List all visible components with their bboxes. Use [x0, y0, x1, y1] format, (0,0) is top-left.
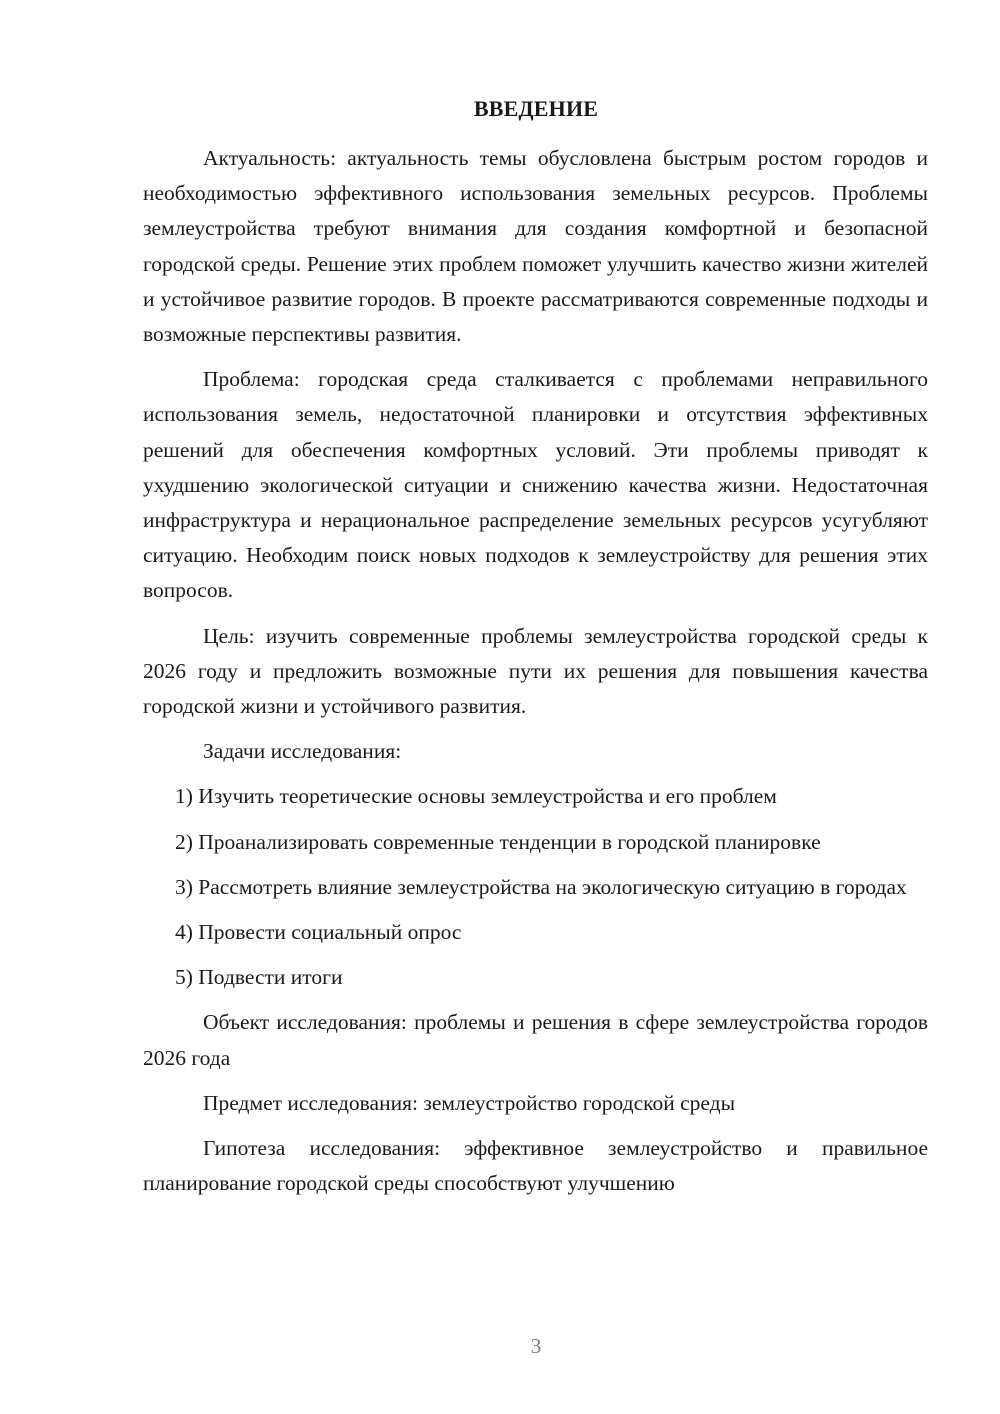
paragraph-hypothesis: Гипотеза исследования: эффективное землеустройство и правильное планирование городской среды способствуют улучшению [143, 1136, 928, 1196]
paragraph-subject: Предмет исследования: землеустройство городской среды [203, 1090, 736, 1115]
page-number: 3 [530, 1334, 542, 1358]
paragraph-problem: Проблема: городская среда сталкивается с проблемами неправильного использования земель, недостаточной планировки и отсутствия эффективных решений для обеспечения комфортных условий. Эти проблемы приводят к ухудшению экологической ситуации и снижению качества жизни. Недостаточная инфраструктура и нерациональное распределение земельных ресурсов усугубляют ситуацию. Необходим поиск новых подходов к землеустройству для решения этих вопросов. [143, 367, 928, 603]
paragraph-tasks-intro: Задачи исследования: [203, 739, 402, 764]
task-item-1: 1) Изучить теоретические основы землеустройства и его проблем [175, 784, 777, 809]
paragraph-object: Объект исследования: проблемы и решения в сфере землеустройства городов 2026 года [143, 1010, 928, 1070]
task-item-4: 4) Провести социальный опрос [175, 920, 462, 945]
paragraph-relevance: Актуальность: актуальность темы обусловлена быстрым ростом городов и необходимостью эффективного использования земельных ресурсов. Проблемы землеустройства требуют внимания для создания комфортной и безопасной городской среды. Решение этих проблем поможет улучшить качество жизни жителей и устойчивое развитие городов. В проекте рассматриваются современные подходы и возможные перспективы развития. [143, 146, 928, 347]
task-item-2: 2) Проанализировать современные тенденции в городской планировке [175, 829, 821, 854]
body-text [143, 141, 928, 1211]
task-item-3: 3) Рассмотреть влияние землеустройства на экологическую ситуацию в городах [175, 874, 907, 899]
section-heading: ВВЕДЕНИЕ [473, 96, 599, 121]
task-item-5: 5) Подвести итоги [175, 965, 343, 990]
paragraph-goal: Цель: изучить современные проблемы землеустройства городской среды к 2026 году и предложить возможные пути их решения для повышения качества городской жизни и устойчивого развития. [143, 623, 928, 719]
